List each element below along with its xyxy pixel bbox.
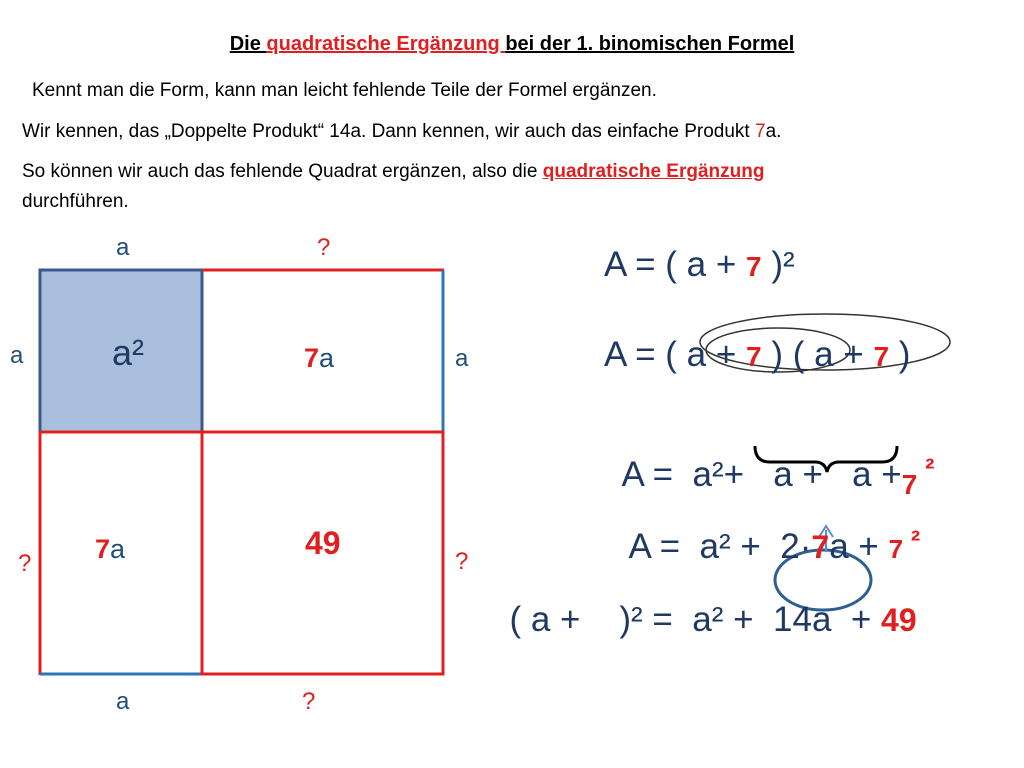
eq3-square: ² bbox=[917, 453, 935, 484]
label-top-q: ? bbox=[317, 234, 331, 261]
cell-49-label: 49 bbox=[305, 525, 341, 561]
label-right-a: a bbox=[455, 345, 469, 372]
eq2-seven-1: 7 bbox=[746, 341, 762, 372]
label-left-a: a bbox=[10, 342, 24, 369]
equation-2 bbox=[604, 335, 910, 375]
title-part3: bei der 1. binomischen Formel bbox=[505, 33, 795, 55]
cell-7a-num: 7 bbox=[304, 343, 320, 373]
label-right-q: ? bbox=[455, 548, 469, 575]
title-highlight: quadratische Ergänzung bbox=[266, 33, 506, 55]
cell-7a-lower-num: 7 bbox=[95, 534, 111, 564]
equation-1 bbox=[604, 245, 795, 285]
text-line-4: durchführen. bbox=[22, 191, 129, 212]
eq1-seven: 7 bbox=[746, 251, 762, 282]
eq2-e: ) bbox=[889, 335, 911, 374]
eq4-seven-2: 7 bbox=[888, 534, 904, 564]
cell-a2-label: a² bbox=[112, 332, 145, 373]
cell-7a-lower-var: a bbox=[110, 534, 126, 564]
eq5-a: ( a + )² = a² + 14a + bbox=[509, 600, 882, 639]
text-line-3-highlight: quadratische Ergänzung bbox=[542, 161, 765, 182]
eq3-a: A = a²+ a + a + bbox=[621, 455, 902, 494]
cell-7a-lower-label bbox=[95, 534, 125, 565]
eq1-c: )² bbox=[761, 245, 795, 284]
text-line-2-b: 7 bbox=[754, 121, 766, 142]
eq2-a: A = ( a + bbox=[604, 335, 747, 374]
cell-7a-var: a bbox=[319, 343, 335, 373]
text-line-1: Kennt man die Form, kann man leicht fehlende Teile der Formel ergänzen. bbox=[32, 80, 657, 101]
cell-7a-label bbox=[304, 343, 334, 374]
label-top-a: a bbox=[116, 234, 130, 261]
eq4-seven: 7 bbox=[811, 529, 830, 565]
eq5-49: 49 bbox=[881, 602, 917, 638]
eq2-seven-2: 7 bbox=[873, 341, 890, 372]
equation-3 bbox=[604, 415, 935, 500]
eq2-c: ) ( a + bbox=[761, 335, 874, 374]
text-line-2-a: Wir kennen, das „Doppelte Produkt“ 14a. Dann kennen, wir auch das einfache Produkt bbox=[22, 121, 755, 142]
eq3-seven: 7 bbox=[901, 469, 918, 500]
title-part1: Die bbox=[229, 33, 267, 55]
label-bottom-q: ? bbox=[302, 688, 316, 715]
text-line-3-a: So können wir auch das fehlende Quadrat ergänzen, also die bbox=[22, 161, 543, 182]
equation-4 bbox=[611, 487, 920, 567]
eq4-c: a + bbox=[829, 527, 889, 566]
eq4-a: A = a² + 2· bbox=[628, 527, 812, 566]
label-left-q: ? bbox=[18, 550, 32, 577]
text-line-2-c: a. bbox=[765, 121, 782, 142]
label-bottom-a: a bbox=[116, 688, 130, 715]
eq4-square: ² bbox=[903, 525, 921, 556]
eq1-a: A = ( a + bbox=[604, 245, 747, 284]
equation-5 bbox=[490, 560, 917, 640]
